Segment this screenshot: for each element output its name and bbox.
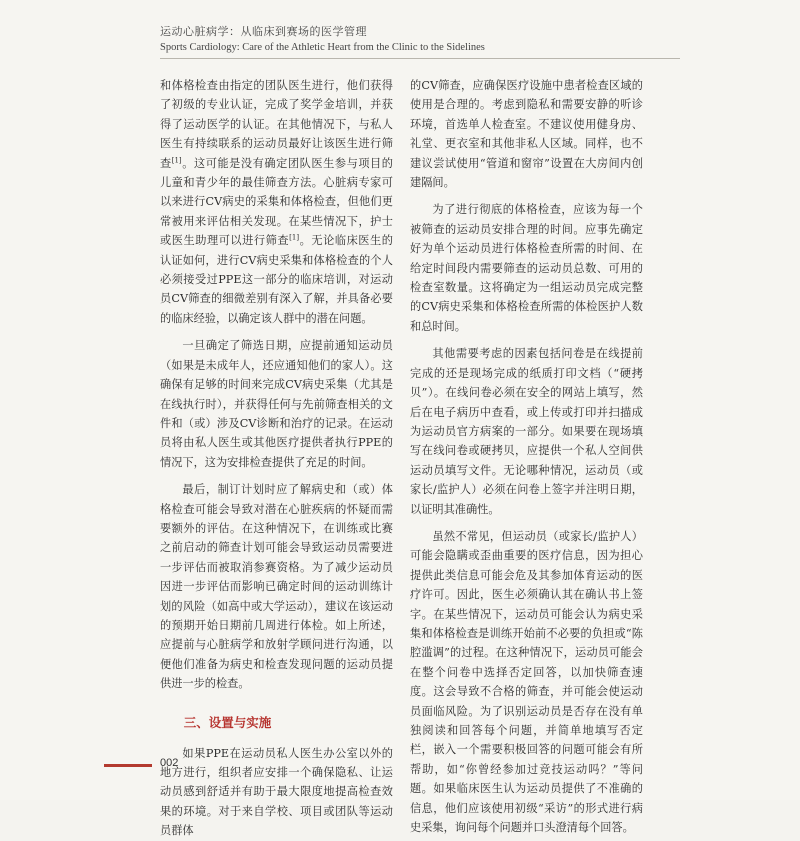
running-head xyxy=(160,24,680,55)
running-head-title-en: Sports Cardiology: Care of the Athletic Heart from the Clinic to the Sidelines xyxy=(160,42,485,53)
citation-ref: [1] xyxy=(171,155,182,164)
left-paragraph-1-text-c: 。无论临床医生的认证如何，进行CV病史采集和体格检查的个人必须接受过PPE这一部分的临床培训，对运动员CV筛查的细微差别有深入了解，并具备必要的临床经验，以确定该人群中的潜在问题。 xyxy=(160,234,393,325)
left-column xyxy=(160,76,393,841)
left-paragraph-1 xyxy=(160,76,393,328)
right-paragraph-4: 虽然不常见，但运动员（或家长/监护人）可能会隐瞒或歪曲重要的医疗信息，因为担心提供此类信息可能会危及其参加体育运动的医疗许可。因此，医生必须确认其在确认书上签字。在某些情况下，运动员可能会认为病史采集和体格检查是训练开始前不必要的负担或“陈腔滥调”的过程。在这种情况下，运动员可能会在整个问卷中选择否定回答，以加快筛查速度。这会导致不合格的筛查，并可能会使运动员面临风险。为了识别运动员是否存在没有单独阅读和回答每个问题，并简单地填写否定栏，嵌入一个需要积极回答的问题可能会有所帮助，如“你曾经参加过竞技运动吗？”等问题。如果临床医生认为运动员提供了不准确的信息，他们应该使用初级“采访”的形式进行病史采集，询问每个问题并口头澄清每个回答。 xyxy=(410,529,643,835)
page-number: 002 xyxy=(160,757,179,769)
right-paragraph-3: 其他需要考虑的因素包括问卷是在线提前完成的还是现场完成的纸质打印文档（“硬拷贝”）。在线问卷必须在安全的网站上填写，然后在电子病历中查看，或上传或打印并扫描成为运动员官方病案的一部分。如果要在现场填写在线问卷或硬拷贝，应提供一个私人空间供运动员填写文件。无论哪种情况，运动员（或家长/监护人）必须在问卷上签字并注明日期，以证明其准确性。 xyxy=(410,347,643,516)
left-paragraph-1-text-a: 和体格检查由指定的团队医生进行，他们获得了初级的专业认证，完成了奖学金培训，并获得了运动医学的认证。在其他情况下，与私人医生有持续联系的运动员最好让该医生进行筛查 xyxy=(160,79,393,170)
left-paragraph-2: 一旦确定了筛选日期，应提前通知运动员（如果是未成年人，还应通知他们的家人）。这确保有足够的时间来完成CV病史采集（尤其是在线执行时），并获得任何与先前筛查相关的文件和（或）涉及CV诊断和治疗的记录。在运动员将由私人医生或其他医疗提供者执行PPE的情况下，这为安排检查提供了充足的时间。 xyxy=(160,339,393,469)
running-head-title-zh: 运动心脏病学：从临床到赛场的医学管理 xyxy=(160,25,367,38)
footer-accent-bar xyxy=(104,764,152,767)
citation-ref: [1] xyxy=(289,233,300,242)
section-heading: 三、设置与实施 xyxy=(183,714,272,730)
right-paragraph-2: 为了进行彻底的体格检查，应该为每一个被筛查的运动员安排合理的时间。应事先确定好为单个运动员进行体格检查所需的时间、在给定时间段内需要筛查的运动员总数、可用的检查室数量。这将确定为一组运动员完成完整的CV病史采集和体格检查所需的体检医护人数和总时间。 xyxy=(410,203,643,333)
left-paragraph-1-text-b: 。这可能是没有确定团队医生参与项目的儿童和青少年的最佳筛查方法。心脏病专家可以来进行CV病史的采集和体格检查，但他们更常被用来评估相关发现。在某些情况下，护士或医生助理可以进行筛查 xyxy=(160,156,393,248)
left-paragraph-4: 如果PPE在运动员私人医生办公室以外的地方进行，组织者应安排一个确保隐私、让运动员感到舒适并有助于最大限度地提高检查效果的环境。对于来自学校、项目或团队等运动员群体 xyxy=(160,746,393,838)
left-paragraph-3: 最后，制订计划时应了解病史和（或）体格检查可能会导致对潜在心脏疾病的怀疑而需要额外的评估。在这种情况下，在训练或比赛之前启动的筛查计划可能会导致运动员需要进一步评估而被取消参赛资格。为了减少运动员因进一步评估而影响已确定时间的运动训练计划的风险（如高中或大学运动），建议在该运动的预期开始日期前几周进行体检。如上所述，应提前与心脏病学和放射学顾问进行沟通，以便他们准备为病史和检查发现问题的运动员提供进一步的检查。 xyxy=(160,483,393,691)
header-divider xyxy=(160,58,680,59)
right-column xyxy=(410,76,643,837)
right-paragraph-1: 的CV筛查，应确保医疗设施中患者检查区域的使用是合理的。考虑到隐私和需要安静的听诊环境，首选单人检查室。不建议使用健身房、礼堂、更衣室和其他非私人区域。同样，也不建议尝试使用“管道和窗帘”设置在大房间内创建隔间。 xyxy=(410,79,643,190)
